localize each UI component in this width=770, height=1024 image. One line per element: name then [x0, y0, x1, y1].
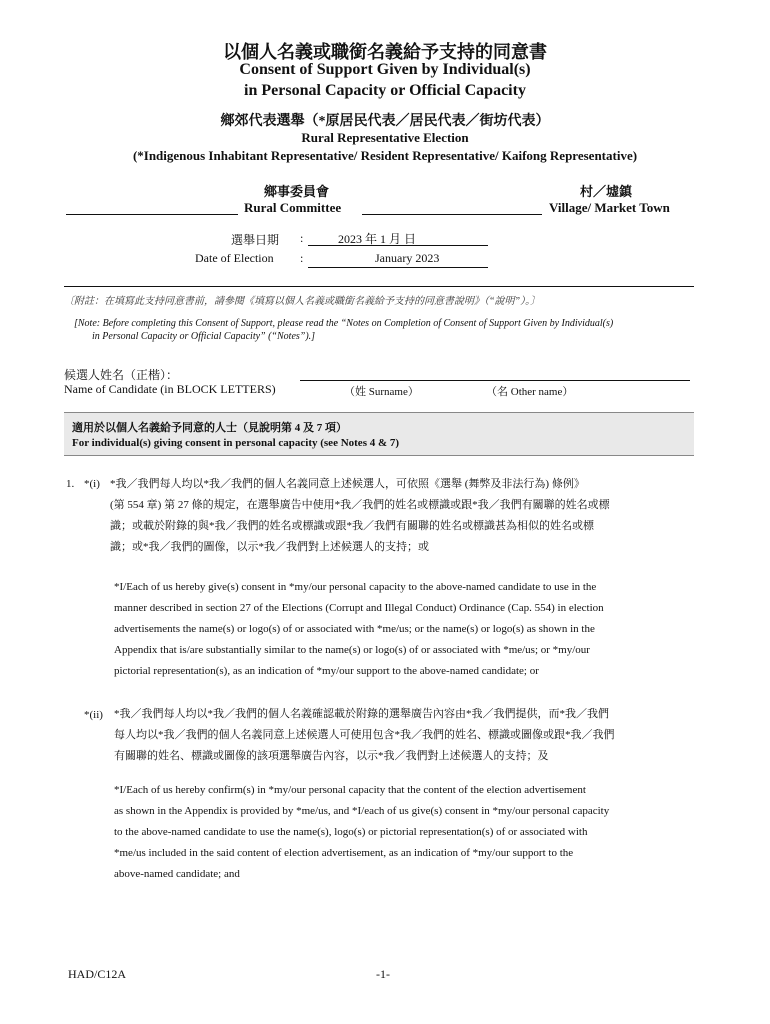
election-date-colon-2: : [300, 251, 304, 265]
title-chinese: 以個人名義或職銜名義給予支持的同意書 [223, 42, 547, 62]
note-english-line-2: in Personal Capacity or Official Capacity” (“Notes”).] [92, 331, 316, 342]
section-heading-english: For individual(s) giving consent in personal capacity (see Notes 4 & 7) [72, 437, 400, 449]
form-code: HAD/C12A [68, 967, 127, 981]
text-line: 每人均以*我／我們的個人名義同意上述候選人可使用包含*我／我們的姓名、標識或圖像或跟*我／我們 [114, 729, 615, 741]
title-english-line-1: Consent of Support Given by Individual(s) [239, 61, 531, 78]
candidate-name-field[interactable] [300, 380, 690, 381]
candidate-label-chinese: 候選人姓名（正楷）： [64, 368, 179, 382]
section-heading-chinese: 適用於以個人名義給予同意的人士（見說明第 4 及 7 項） [72, 422, 347, 434]
note-english-line-1: [Note: Before completing this Consent of Support, please read the “Notes on Completion of Consent of Support Given by Individual(s) [74, 318, 614, 329]
text-line: above-named candidate; and [114, 868, 240, 880]
village-label-chinese: 村／墟鎮 [580, 184, 633, 199]
page-number: -1- [376, 967, 390, 981]
election-english-line-1: Rural Representative Election [301, 130, 469, 145]
text-line: manner described in section 27 of the Elections (Corrupt and Illegal Conduct) Ordinance (Cap. 554) in election [114, 602, 604, 614]
item-1-i-chinese [110, 474, 610, 558]
text-line: *我／我們每人均以*我／我們的個人名義確認載於附錄的選舉廣告內容由*我／我們提供，而*我／我們 [114, 708, 609, 720]
text-line: 識；或載於附錄的與*我／我們的姓名或標識或跟*我／我們有關聯的姓名或標識甚為相似的姓名或標 [110, 520, 594, 532]
item-1-ii-chinese [114, 704, 615, 767]
text-line: as shown in the Appendix is provided by *me/us, and *I/each of us give(s) consent in *my/our personal capacity [114, 805, 610, 817]
committee-label-chinese: 鄉事委員會 [264, 184, 330, 199]
election-date-label-chinese: 選舉日期 [231, 233, 280, 247]
election-date-label-english: Date of Election [195, 251, 274, 265]
surname-label: （姓 Surname） [344, 386, 419, 398]
village-name-field[interactable] [362, 214, 542, 215]
text-line: *我／我們每人均以*我／我們的個人名義同意上述候選人，可依照《選舉 (舞弊及非法行為) 條例》 [110, 478, 585, 490]
text-line: 有關聯的姓名、標識或圖像的該項選舉廣告內容，以示*我／我們對上述候選人的支持；及 [114, 750, 549, 762]
candidate-label-english: Name of Candidate (in BLOCK LETTERS) [64, 382, 276, 396]
election-english-line-2: (*Indigenous Inhabitant Representative/ Resident Representative/ Kaifong Representative) [132, 148, 638, 163]
text-line: 識；或*我／我們的圖像，以示*我／我們對上述候選人的支持；或 [110, 541, 429, 553]
committee-label-english: Rural Committee [244, 200, 342, 215]
election-date-value-chinese: 2023 年 1 月 日 [338, 232, 417, 246]
election-date-value-english: January 2023 [375, 251, 440, 265]
divider [64, 286, 694, 287]
election-date-underline-1 [308, 245, 488, 246]
text-line: advertisements the name(s) or logo(s) of or associated with *me/us; or the name(s) or logo(s) as shown in the [114, 623, 595, 635]
item-1-number: 1. [66, 478, 75, 490]
item-1-ii-marker: *(ii) [84, 709, 103, 721]
title-english-line-2: in Personal Capacity or Official Capacity [244, 82, 526, 99]
election-date-colon-1: : [300, 231, 304, 245]
election-date-underline-2 [308, 267, 488, 268]
item-1-ii-english [114, 780, 609, 885]
village-label-english: Village/ Market Town [549, 200, 670, 215]
other-name-label: （名 Other name） [486, 386, 574, 398]
note-chinese: 〔附註：在填寫此支持同意書前，請參閱《填寫以個人名義或職銜名義給予支持的同意書說明》（“說明”）。〕 [64, 296, 541, 307]
text-line: (第 554 章) 第 27 條的規定，在選舉廣告中使用*我／我們的姓名或標識或跟*我／我們有關聯的姓名或標 [110, 499, 610, 511]
item-1-i-marker: *(i) [84, 478, 100, 490]
text-line: pictorial representation(s), as an indication of *my/our support to the above-named candidate; or [114, 665, 539, 677]
committee-name-field[interactable] [66, 214, 238, 215]
section-heading-box [64, 412, 694, 456]
text-line: to the above-named candidate to use the name(s), logo(s) or pictorial representation(s) of or associated with [114, 826, 588, 838]
item-1-i-english [114, 577, 604, 682]
election-chinese: 鄉郊代表選舉（*原居民代表／居民代表／街坊代表） [220, 114, 550, 129]
text-line: *I/Each of us hereby confirm(s) in *my/our personal capacity that the content of the election advertisement [114, 784, 586, 796]
text-line: Appendix that is/are substantially similar to the name(s) or logo(s) of or associated with *me/us; or *my/our [114, 644, 590, 656]
text-line: *me/us included in the said content of election advertisement, as an indication of *my/our support to the [114, 847, 574, 859]
text-line: *I/Each of us hereby give(s) consent in *my/our personal capacity to the above-named candidate to use in the [114, 581, 597, 593]
